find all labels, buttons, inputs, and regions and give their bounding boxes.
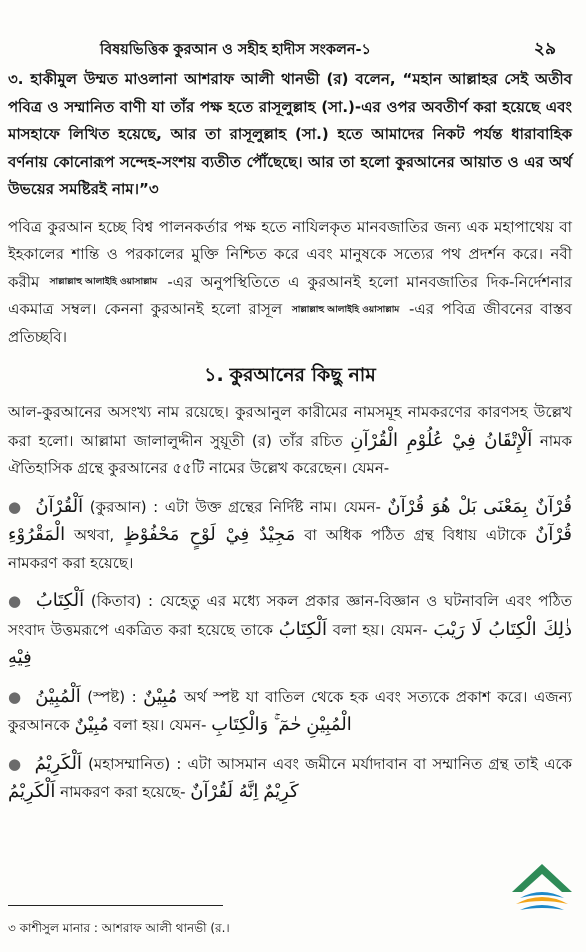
section-heading: ১. কুরআনের কিছু নাম — [204, 364, 376, 386]
name-item-quran: ● اَلْقُرْآنُ (কুরআন) : এটা উক্ত গ্রন্থের নির্দিষ্ট নাম। যেমন- بَلْ هُوَ قُرْآنٌ قُرْآنٌ بِمَعْنَى الْمَقْرُوْءِ অথবা, مَجِيْدٌ فِيْ لَوْحٍ مَحْفُوْظٍ বা অধিক পঠিত গ্রন্থ বিধায় এটাকে قُرْآنٌ নামকরণ করা হয়েছে। — [8, 495, 572, 572]
bullet-icon: ● — [8, 592, 24, 610]
arabic-book-title: اَلْإِتْقَانُ فِيْ عُلُوْمِ الْقُرْآنِ — [350, 429, 533, 451]
name-item-kitab: ● اَلْكِتَابُ (কিতাব) : যেহেতু এর মধ্যে সকল প্রকার জ্ঞান-বিজ্ঞান ও ঘটনাবলি এবং পঠিত সংবাদ উত্তমরূপে একত্রিত করা হয়েছে তাকে اَلْكِتَابُ বলা হয়। যেমন- ذٰلِكَ الْكِتَابُ لَا رَيْبَ فِيْهِ — [8, 590, 572, 668]
footnote: ৩ কাশীসুল মানার : আশরাফ আলী থানভী (র.। — [8, 921, 230, 935]
page-body — [8, 66, 572, 817]
bullet-icon: ● — [8, 754, 23, 773]
publisher-logo-icon — [506, 858, 578, 918]
book-title: বিষয়ভিত্তিক কুরআন ও সহীহ হাদীস সংকলন-১ — [100, 42, 371, 58]
quran-description-paragraph: পবিত্র কুরআন হচ্ছে বিশ্ব পালনকর্তার পক্ষ হতে নাযিলকৃত মানবজাতির জন্য এক মহাপাথেয় বা ইহকালের শান্তি ও পরকালের মুক্তি নিশ্চিত করে এবং মানুষকে সত্যের পথ প্রদর্শন করে। নবী করীম সাল্লাল্লাহু আলাইহি ওয়াসাল্লাম -এর অনুপস্থিতিতে এ কুরআনই হলো মানবজাতির দিক-নির্দেশনার একমাত্র সম্বল। কেননা কুরআনই হলো রাসূল সাল্লাল্লাহু আলাইহি ওয়াসাল্লাম -এর পবিত্র জীবনের বাস্তব প্রতিচ্ছবি। — [8, 217, 572, 346]
page-number: ২৯ — [533, 39, 556, 59]
bullet-icon: ● — [8, 687, 23, 706]
name-item-mubin: ● اَلْمُبِيْنُ (স্পষ্ট) : مُبِيْنٌ অর্থ স্পষ্ট যা বাতিল থেকে হক এবং সত্যকে প্রকাশ করে। এজন্য কুরআনকে مُبِيْنٌ বলা হয়। যেমন- حٰمٓ ۚ وَالْكِتَابِ الْمُبِيْنِ — [8, 685, 573, 735]
footnote-divider — [8, 905, 223, 906]
quote-paragraph: ৩. হাকীমুল উম্মত মাওলানা আশরাফ আলী থানভী (র) বলেন, “মহান আল্লাহর সেই অতীব পবিত্র ও সম্মানিত বাণী যা তাঁর পক্ষ হতে রাসূলুল্লাহ (সা.)-এর ওপর অবতীর্ণ করা হয়েছে এবং মাসহাফে লিখিত হয়েছে, আর তা রাসূলুল্লাহ (সা.) হতে আমাদের নিকট পর্যন্ত ধারাবাহিক বর্ণনায় কোনোরূপ সন্দেহ-সংশয় ব্যতীত পৌঁছেছে। আর তা হলো কুরআনের আয়াত ও এর অর্থ উভয়ের সমষ্টিরই নাম।”৩ — [8, 70, 572, 198]
names-intro-paragraph: আল-কুরআনের অসংখ্য নাম রয়েছে। কুরআনুল কারীমের নামসমূহ নামকরণের কারণসহ উল্লেখ করা হলো। আল্লামা জালালুদ্দীন সুয়ূতী (র) তাঁর রচিত اَلْإِتْقَانُ فِيْ عُلُوْمِ الْقُرْآنِ নামক ঐতিহাসিক গ্রন্থে কুরআনের ৫৫টি নামের উল্লেখ করেছেন। যেমন- — [8, 403, 572, 477]
salutation-glyph: সাল্লাল্লাহু আলাইহি ওয়াসাল্লাম — [291, 304, 400, 315]
salutation-glyph: সাল্লাল্লাহু আলাইহি ওয়াসাল্লাম — [49, 277, 158, 287]
bullet-icon: ● — [8, 497, 23, 516]
name-item-karim: ● اَلْكَرِيْمُ (মহাসম্মানিত) : এটা আসমান এবং জমীনে মর্যাদাবান বা সম্মানিত গ্রন্থ তাই একে اَلْكَرِيْمُ নামকরণ করা হয়েছে- اِنَّهُ لَقُرْآنٌ كَرِيْمٌ — [8, 752, 572, 802]
running-header — [100, 36, 556, 64]
